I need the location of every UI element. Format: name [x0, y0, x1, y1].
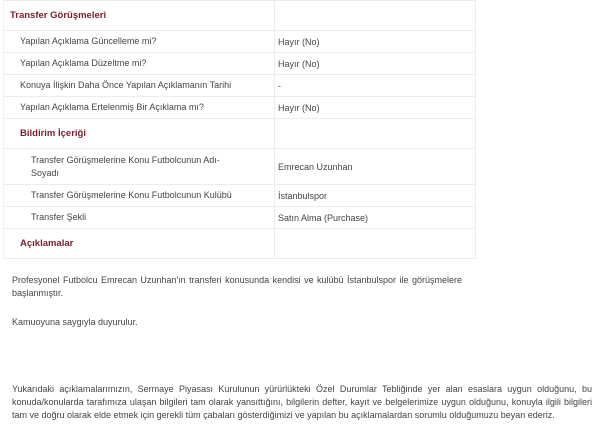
announcement-paragraph: Profesyonel Futbolcu Emrecan Uzunhan'ın transferi konusunda kendisi ve kulübü İstanbulspor ile görüşmelere başlanmıştır.: [12, 275, 462, 298]
section-title: Transfer Görüşmeleri: [10, 10, 107, 21]
row-label: Yapılan Açıklama Düzeltme mi?: [20, 58, 147, 68]
section-title: Açıklamalar: [20, 238, 74, 249]
row-value: -: [278, 80, 281, 91]
row-value: İstanbulspor: [278, 190, 328, 201]
disclosure-table: [3, 0, 476, 259]
row-label: Yapılan Açıklama Ertelenmiş Bir Açıklama mı?: [20, 102, 204, 112]
row-value: Hayır (No): [278, 102, 320, 113]
section-header-bildirim-icerigi: [4, 119, 476, 149]
table-row: [4, 97, 476, 119]
section-header-transfer-gorusmeleri: [4, 1, 476, 31]
row-label: Transfer Görüşmelerine Konu Futbolcunun Kulübü: [31, 190, 232, 200]
row-label: Transfer Görüşmelerine Konu Futbolcunun Adı-Soyadı: [31, 154, 220, 178]
table-row: [4, 207, 476, 229]
table-row: [4, 31, 476, 53]
table-row: [4, 75, 476, 97]
row-label: Transfer Şekli: [31, 212, 87, 222]
row-value: Emrecan Uzunhan: [278, 161, 353, 172]
disclaimer-paragraph: Yukarıdaki açıklamalarımızın, Sermaye Piyasası Kurulunun yürürlükteki Özel Durumlar Tebliğinde yer alan esaslara uygun olduğunu, bu konuda/konularda tarafımıza ulaşan bilgileri tam olarak yansıttığını, bilgilerin defter, kayıt ve belgelerimize uygun olduğunu, konuyla ilgili bilgileri tam ve doğru olarak elde etmek için gerekli tüm çabaları gösterdiğimizi ve yapılan bu açıklamalardan sorumlu olduğumuzu beyan ederiz.: [12, 384, 592, 420]
row-value: Satın Alma (Purchase): [278, 212, 369, 223]
table-row: [4, 53, 476, 75]
section-header-aciklamalar: [4, 229, 476, 259]
table-row: [4, 149, 476, 185]
table-row: [4, 185, 476, 207]
row-value: Hayır (No): [278, 58, 320, 69]
section-title: Bildirim İçeriği: [20, 128, 86, 139]
closing-paragraph: Kamuoyuna saygıyla duyurulur.: [12, 317, 138, 327]
row-value: Hayır (No): [278, 36, 320, 47]
row-label: Konuya İlişkin Daha Önce Yapılan Açıklamanın Tarihi: [20, 80, 232, 90]
row-label: Yapılan Açıklama Güncelleme mi?: [20, 36, 157, 46]
